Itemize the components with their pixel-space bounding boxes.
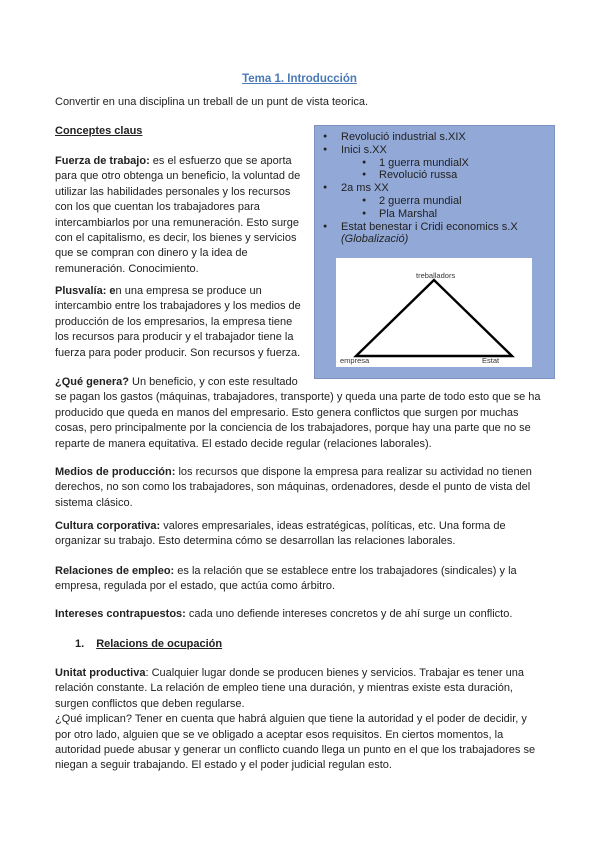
- plusvalia-line-4: fuerza para poder producir. Son recursos y fuerza.: [55, 346, 301, 359]
- genera-term: ¿Qué genera?: [55, 376, 129, 388]
- cultura-paragraph: [55, 519, 506, 550]
- relaciones-paragraph: [55, 564, 517, 595]
- plusvalia-paragraph: [55, 284, 301, 361]
- genera-line-1: se pagan los gastos (máquinas, trabajadores, transporte) y queda una parte de todo esto que se ha: [55, 391, 541, 404]
- history-subitem: ● 1 guerra mundialX: [315, 157, 554, 170]
- medios-paragraph: [55, 465, 532, 511]
- unitat-line-2: surgen conflictos que deben regularse.: [55, 697, 245, 710]
- fuerza-line-1: para que otro obtenga un beneficio, la voluntad de: [55, 170, 301, 183]
- history-subitem: ● Revolució russa: [315, 169, 554, 182]
- unitat-line-0: Unitat productiva: Cualquier lugar donde se producen bienes y servicios. Trabajar es tener una: [55, 667, 524, 679]
- fuerza-line-4: intercambiarlos por una remuneración. Esto surge: [55, 216, 299, 229]
- cultura-term: Cultura corporativa:: [55, 520, 161, 532]
- page-title: Tema 1. Introducción: [242, 73, 357, 85]
- medios-term: Medios de producción:: [55, 466, 176, 478]
- fuerza-term: Fuerza de trabajo:: [55, 155, 150, 167]
- unitat-paragraph: [55, 666, 535, 774]
- history-item: ● Inici s.XX: [315, 144, 554, 157]
- plusvalia-line-0: Plusvalía: en una empresa se produce un: [55, 285, 262, 297]
- relaciones-term: Relaciones de empleo:: [55, 565, 175, 577]
- genera-line-4: reparte de manera equitativa. El estado decide regular (relaciones laborales).: [55, 437, 432, 450]
- cultura-line-1: organizar su trabajo. Esto determina cómo se desarrollan las relaciones laborales.: [55, 535, 456, 548]
- fuerza-line-3: con los que cuentan los trabajadores para: [55, 201, 260, 214]
- section-1-number: 1.: [75, 638, 85, 650]
- history-list: [315, 131, 554, 246]
- globalizacion-text: (Globalizació): [341, 233, 409, 246]
- triangle-diagram: [336, 258, 532, 367]
- plusvalia-line-2: producción de los empresarios, la empresa tiene: [55, 315, 293, 328]
- unitat-term: Unitat productiva: [55, 667, 146, 679]
- triangle-shape: [356, 280, 512, 356]
- genera-line-2: producido que queda en manos del empresario. Esto genera conflictos que surgen por muchas: [55, 406, 519, 419]
- fuerza-line-0: Fuerza de trabajo: es el esfuerzo que se aporta: [55, 155, 292, 167]
- intro-text: Convertir en una disciplina un treball de un punt de vista teorica.: [55, 96, 369, 108]
- cultura-line-0: Cultura corporativa: valores empresariales, ideas estratégicas, políticas, etc. Una forma de: [55, 520, 506, 532]
- relaciones-line-1: empresa, regulada por el estado, que actúa como árbitro.: [55, 580, 336, 593]
- fuerza-line-5: con el capitalismo, es decir, los bienes y servicios: [55, 232, 297, 245]
- intereses-term: Intereses contrapuestos:: [55, 608, 186, 620]
- history-subitem: ● 2 guerra mundial: [315, 195, 554, 208]
- history-item: ● Revolució industrial s.XIX: [315, 131, 554, 144]
- intereses-paragraph: [55, 607, 512, 622]
- implican-line-2: autoridad puede abusar y generar un conflicto cuando llega un punto en el que los trabajadores se: [55, 744, 536, 757]
- conceptes-heading: Conceptes claus: [55, 125, 143, 137]
- genera-line-3: cosas, pero principalmente por la conciencia de los trabajadores, porque hay una parte que no se: [55, 422, 531, 435]
- fuerza-paragraph: [55, 154, 300, 277]
- fuerza-line-7: remuneración. Conocimiento.: [55, 262, 199, 275]
- implican-line-0: ¿Qué implican? Tener en cuenta que habrá alguien que tiene la autoridad y el poder de decidir, y: [55, 713, 527, 726]
- section-1-title: Relacions de ocupación: [96, 638, 223, 650]
- section-1-heading: [75, 637, 222, 652]
- medios-line-2: sistema clásico.: [55, 496, 133, 509]
- implican-line-1: por otro lado, alguien que se ve obligado a aceptar esos requisitos. En ciertos momentos, la: [55, 728, 504, 741]
- medios-line-1: derechos, no son como los trabajadores, son máquinas, ordenadores, desde el punto de vista del: [55, 481, 531, 494]
- diagram-label-left: empresa: [340, 356, 370, 365]
- diagram-label-right: Estat: [482, 356, 500, 365]
- implican-line-3: niegan a seguir trabajando. El estado y el poder judicial regulan esto.: [55, 759, 392, 772]
- plusvalia-term: Plusvalía: e: [55, 285, 116, 297]
- relaciones-line-0: Relaciones de empleo: es la relación que se establece entre los trabajadores (sindicales) y la: [55, 565, 517, 577]
- fuerza-line-2: utilizar las habilidades personales y los recursos: [55, 185, 291, 198]
- genera-paragraph: [55, 375, 541, 452]
- plusvalia-line-1: intercambio entre los trabajadores y los medios de: [55, 300, 301, 313]
- intereses-line-0: Intereses contrapuestos: cada uno defiende intereses concretos y de ahí surge un conflicto.: [55, 608, 513, 620]
- history-item: ● Estat benestar i Cridi economics s.X: [315, 221, 554, 234]
- medios-line-0: Medios de producción: los recursos que dispone la empresa para realizar su actividad no tienen: [55, 466, 532, 478]
- diagram-label-top: treballadors: [416, 271, 456, 280]
- fuerza-line-6: que se compran con dinero y la idea de: [55, 247, 248, 260]
- unitat-line-1: relación constante. La relación de empleo tiene una duración, y mientras existe esta duración,: [55, 682, 513, 695]
- plusvalia-line-3: los recursos para producir y el trabajador tiene la: [55, 331, 294, 344]
- history-item: ● 2a ms XX: [315, 182, 554, 195]
- history-subitem: ● Pla Marshal: [315, 208, 554, 221]
- genera-line-0: ¿Qué genera? Un beneficio, y con este resultado: [55, 376, 298, 388]
